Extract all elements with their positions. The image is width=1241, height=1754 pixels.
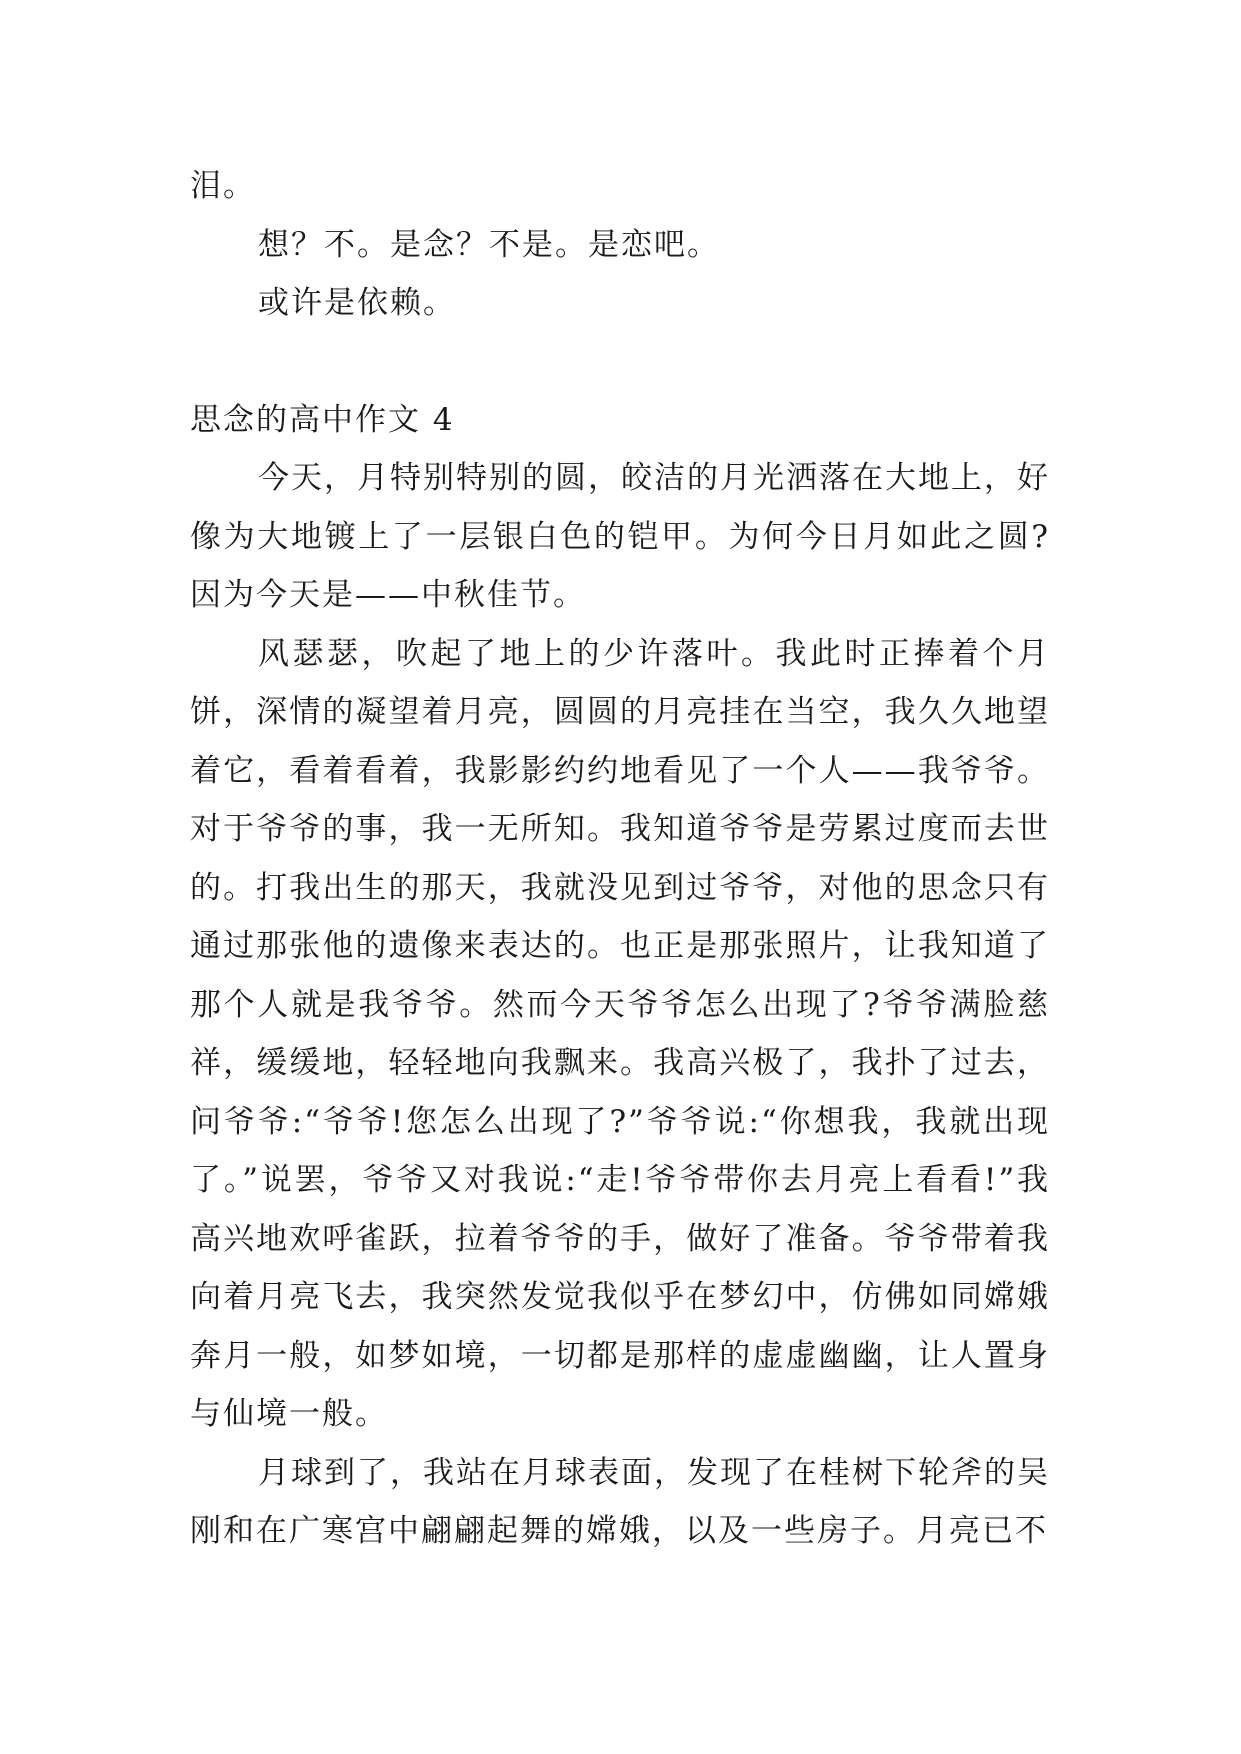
paragraph-fragment: 泪。 — [190, 168, 256, 204]
paragraph: 月球到了，我站在月球表面，发现了在桂树下轮斧的吴刚和在广寒宫中翩翩起舞的嫦娥，以及一些房子。月亮已不 — [190, 1454, 1050, 1549]
section-spacer — [190, 333, 1050, 391]
document-body — [190, 157, 1050, 1561]
paragraph: 想？不。是念？不是。是恋吧。 — [258, 226, 720, 263]
paragraph: 今天，月特别特别的圆，皎洁的月光洒落在大地上，好像为大地镀上了一层银白色的铠甲。为何今日月如此之圆?因为今天是——中秋佳节。 — [190, 460, 1050, 613]
paragraph: 风瑟瑟，吹起了地上的少许落叶。我此时正捧着个月饼，深情的凝望着月亮，圆圆的月亮挂在当空，我久久地望着它，看着看着，我影影约约地看见了一个人——我爷爷。对于爷爷的事，我一无所知。我知道爷爷是劳累过度而去世的。打我出生的那天，我就没见到过爷爷，对他的思念只有通过那张他的遗像来表达的。也正是那张照片，让我知道了那个人就是我爷爷。然而今天爷爷怎么出现了?爷爷满脸慈祥，缓缓地，轻轻地向我飘来。我高兴极了，我扑了过去，问爷爷:“爷爷!您怎么出现了?”爷爷说:“你想我，我就出现了。”说罢，爷爷又对我说:“走!爷爷带你去月亮上看看!”我高兴地欢呼雀跃，拉着爷爷的手，做好了准备。爷爷带着我向着月亮飞去，我突然发觉我似乎在梦幻中，仿佛如同嫦娥奔月一般，如梦如境，一切都是那样的虚虚幽幽，让人置身与仙境一般。 — [190, 635, 1050, 1432]
section-title: 思念的高中作文 4 — [190, 401, 455, 438]
paragraph: 或许是依赖。 — [258, 285, 456, 321]
